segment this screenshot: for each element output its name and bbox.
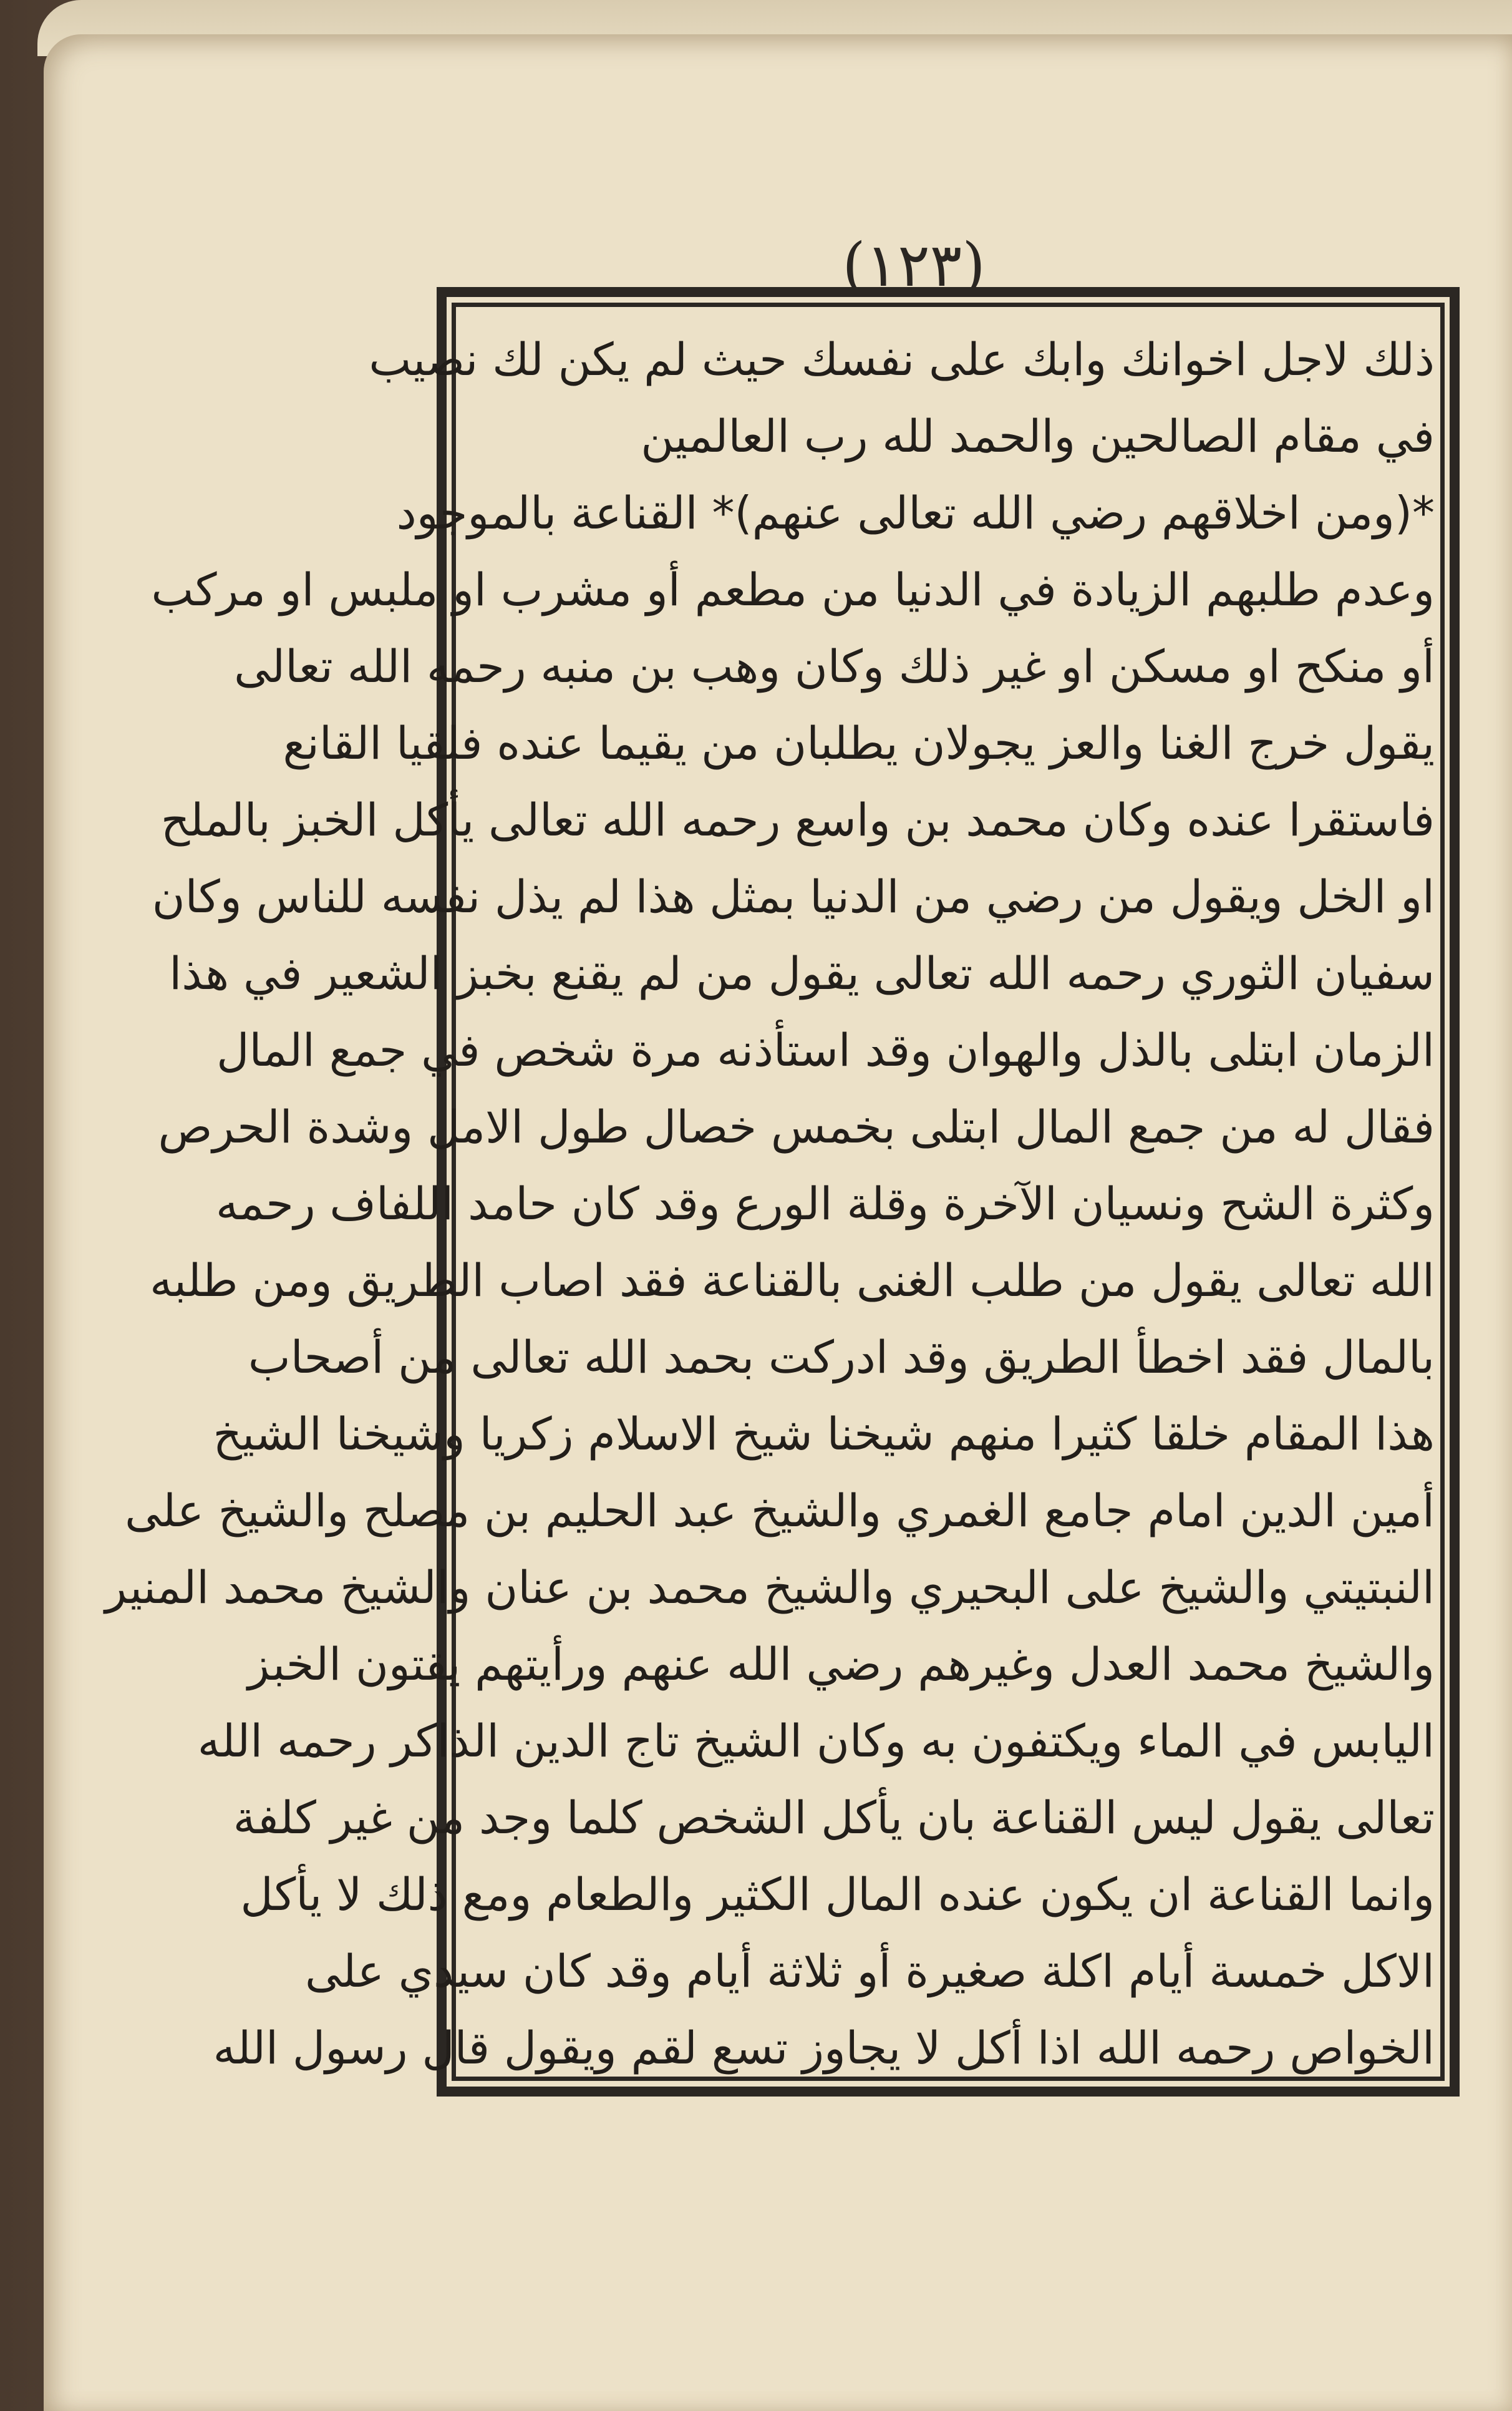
text-line: هذا المقام خلقا كثيرا منهم شيخنا شيخ الاسلام زكريا وشيخنا الشيخ (213, 1408, 1435, 1460)
text-line: ذلك لاجل اخوانك وابك على نفسك حيث لم يكن لك نصيب (369, 333, 1435, 386)
text-line: أمين الدين امام جامع الغمري والشيخ عبد الحليم بن مصلح والشيخ على (125, 1484, 1435, 1537)
text-line: او الخل ويقول من رضي من الدنيا بمثل هذا لم يذل نفسه للناس وكان (152, 870, 1435, 923)
text-line: وعدم طلبهم الزيادة في الدنيا من مطعم أو مشرب او ملبس او مركب (151, 563, 1435, 616)
text-line: الزمان ابتلى بالذل والهوان وقد استأذنه مرة شخص في جمع المال (216, 1024, 1435, 1076)
text-line: تعالى يقول ليس القناعة بان يأكل الشخص كلما وجد من غير كلفة (233, 1791, 1435, 1844)
text-line: في مقام الصالحين والحمد لله رب العالمين (641, 410, 1435, 462)
text-line: والشيخ محمد العدل وغيرهم رضي الله عنهم ورأيتهم يقتون الخبز (248, 1638, 1435, 1690)
text-line: اليابس في الماء ويكتفون به وكان الشيخ تاج الدين الذاكر رحمه الله (197, 1715, 1435, 1767)
text-line: *(ومن اخلاقهم رضي الله تعالى عنهم)* القناعة بالموجود (396, 487, 1435, 539)
text-line: أو منكح او مسكن او غير ذلك وكان وهب بن منبه رحمه الله تعالى (234, 640, 1435, 693)
text-line: فاستقرا عنده وكان محمد بن واسع رحمه الله تعالى يأكل الخبز بالملح (160, 794, 1435, 846)
text-line: وانما القناعة ان يكون عنده المال الكثير والطعام ومع ذلك لا يأكل (240, 1868, 1435, 1921)
text-line: يقول خرج الغنا والعز يجولان يطلبان من يقيما عنده فلقيا القانع (283, 717, 1435, 769)
text-line: الاكل خمسة أيام اكلة صغيرة أو ثلاثة أيام وقد كان سيدي على (305, 1945, 1435, 1997)
text-line: وكثرة الشح ونسيان الآخرة وقلة الورع وقد كان حامد اللفاف رحمه (216, 1177, 1435, 1230)
text-line: الله تعالى يقول من طلب الغنى بالقناعة فقد اصاب الطريق ومن طلبه (150, 1254, 1435, 1307)
text-line: الخواص رحمه الله اذا أكل لا يجاوز تسع لقم ويقول قال رسول الله (213, 2022, 1435, 2074)
text-line: بالمال فقد اخطأ الطريق وقد ادركت بحمد الله تعالى من أصحاب (248, 1331, 1435, 1383)
text-line: سفيان الثوري رحمه الله تعالى يقول من لم يقنع بخبز الشعير في هذا (169, 947, 1435, 1000)
text-line: النبتيتي والشيخ على البحيري والشيخ محمد بن عنان والشيخ محمد المنير (105, 1561, 1435, 1614)
text-line: فقال له من جمع المال ابتلى بخمس خصال طول الامل وشدة الحرص (158, 1101, 1435, 1153)
body-text (105, 321, 1435, 2075)
page-number: (١٢٣) (842, 230, 986, 300)
